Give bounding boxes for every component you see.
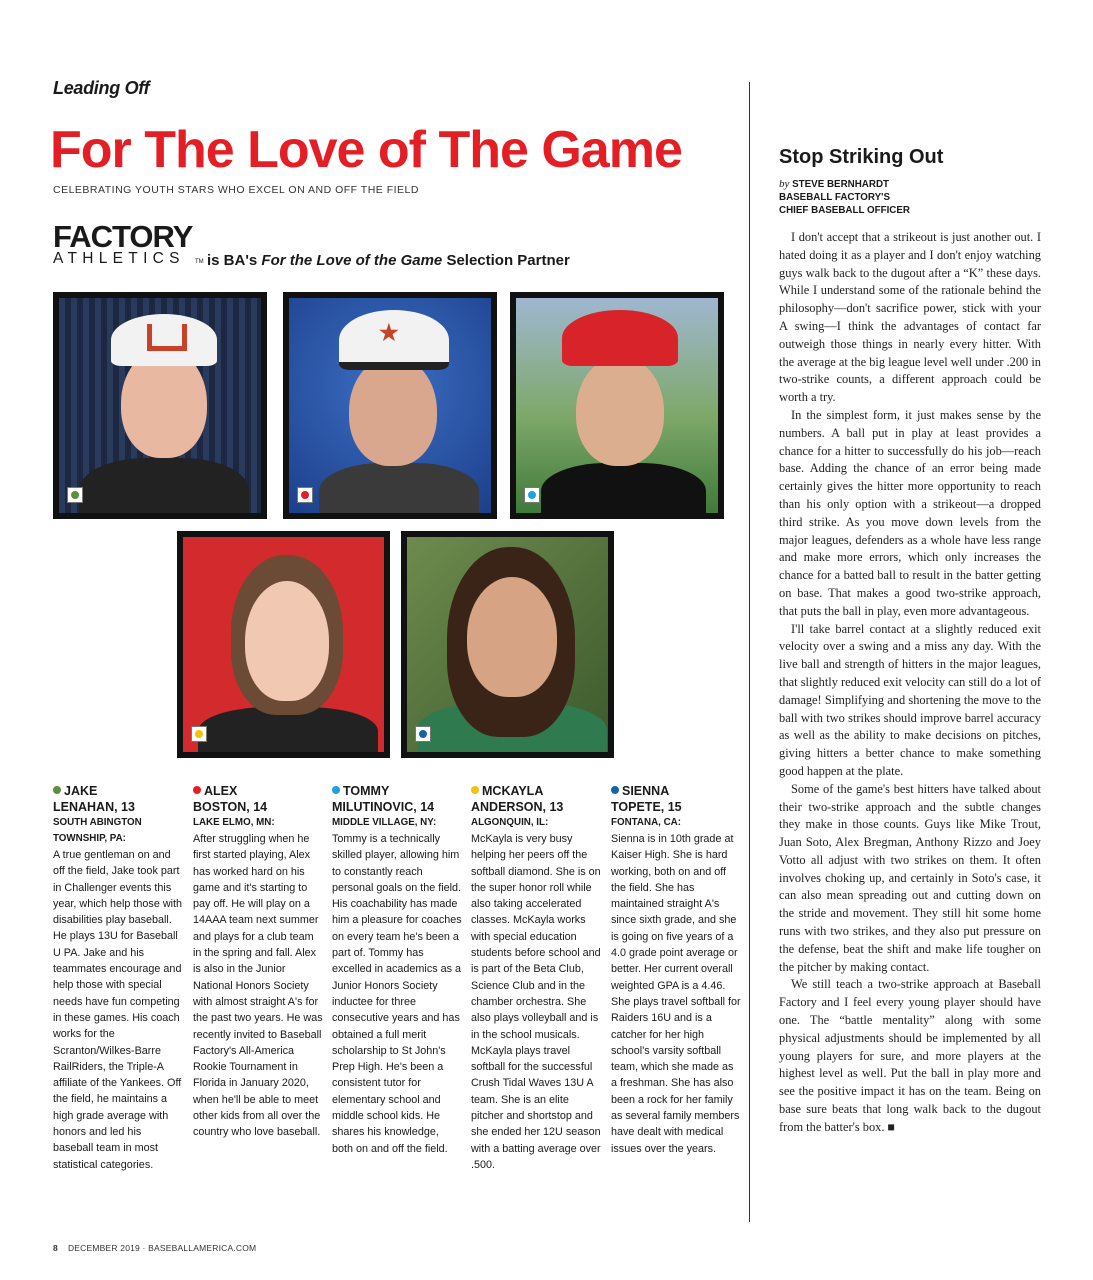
partner-em: For the Love of the Game [261, 252, 443, 269]
sidebar-paragraph: I'll take barrel contact at a slightly reduced exit velocity over a swing and a miss any day. With the live ball and strength of hitters in the major leagues, that slightly reduced exit velocity can still do a lot of damage! Simplifying and shortening the move to the ball with two strikes should improve barrel accuracy as well as the ability to make decisions on pitches, giving hitters a better chance to make something good happen at the plate. [779, 621, 1041, 778]
photo-mckayla [177, 531, 390, 758]
player-location: FONTANA, CA: [611, 817, 682, 828]
player-name [332, 784, 462, 815]
player-name [193, 784, 323, 815]
player-bio: McKayla is very busy helping her peers off the softball diamond. She is on the super honor roll while also taking accelerated classes. McKayla works with special education students before school and is part of the Beta Club, Science Club and in the chamber orchestra. She also plays volleyball and is in the school musicals. McKayla plays travel softball for the successful Crush Tidal Waves 13U A team. She is an elite pitcher and shortstop and she ended her 12U season with a batting average over .500. [471, 833, 601, 1171]
photo-sienna [401, 531, 614, 758]
page-title: For The Love of The Game [50, 121, 682, 179]
cyan-dot-icon [524, 487, 540, 503]
green-dot-icon [53, 786, 61, 794]
column-divider [749, 82, 750, 1222]
trademark-mark: TM [195, 259, 204, 265]
player-bio: A true gentleman on and off the field, Jake took part in Challenger events this year, which help those with disabilities play baseball. He plays 13U for Baseball U PA. Jake and his teammates encourage and help those with special needs have fun competing in these games. His coach works for the Scranton/Wilkes-Barre RailRiders, the Triple-A affiliate of the Yankees. Off the field, he maintains a high grade average with honors and led his baseball team in most statistical categories. [53, 849, 183, 1171]
blue-dot-icon [611, 786, 619, 794]
partner-prefix: is BA's [207, 252, 262, 269]
page-footer [53, 1243, 256, 1253]
sidebar-paragraph: Some of the game's best hitters have talked about their two-strike approach and the subtle changes they make in those counts. Guys like Mike Trout, Juan Soto, Alex Bregman, Anthony Rizzo and Joey Votto all adjust with two strikes on them. It often involves choking up, and certainly in Soto's case, it can also mean spreading out and cutting down on the stride and movement. They still hit some home runs with two strikes, and they also put pressure on the defense, beat the shift and make life tougher on the pitcher by making contact. [779, 781, 1041, 974]
sidebar-byline [779, 178, 910, 217]
photo-jake [53, 292, 267, 519]
name-first: ALEX [204, 784, 238, 798]
name-last: LENAHAN, 13 [53, 799, 135, 814]
byline-by: by [779, 178, 790, 190]
player-bio: Tommy is a technically skilled player, allowing him to constantly reach personal goals on the field. His coachability has made him a pleasure for coaches on every team he's been a part of. Tommy has excelled in academics as a Junior Honors Society inductee for three consecutive years and has obtained a full merit scholarship to St John's Prep High. He's been a consistent tutor for elementary school and middle school kids. He shares his knowledge, both on and off the field. [332, 833, 462, 1155]
name-first: MCKAYLA [482, 784, 544, 798]
name-first: TOMMY [343, 784, 390, 798]
factory-logo-subword: ATHLETICS [53, 250, 185, 267]
name-last: ANDERSON, 13 [471, 799, 564, 814]
player-location: LAKE ELMO, MN: [193, 817, 275, 828]
bio-tommy [332, 784, 462, 1157]
yellow-dot-icon [191, 726, 207, 742]
footer-text: DECEMBER 2019 · BASEBALLAMERICA.COM [67, 1243, 257, 1253]
player-bio: Sienna is in 10th grade at Kaiser High. She is hard working, both on and off the field. She has maintained straight A's since sixth grade, and she is going on five years of a 4.0 grade point average or better. Her current overall weighted GPA is a 4.46. She plays travel softball for Raiders 16U and is a catcher for her high school's varsity softball team, which she made as a freshman. She has also been a rock for her family as several family members have dealt with medical issues over the years. [611, 833, 741, 1155]
bio-jake [53, 784, 183, 1173]
bio-alex [193, 784, 323, 1141]
byline-role1: BASEBALL FACTORY'S [779, 192, 891, 203]
section-label: Leading Off [53, 78, 150, 98]
yellow-dot-icon [471, 786, 479, 794]
byline-role2: CHIEF BASEBALL OFFICER [779, 205, 910, 216]
byline-author: STEVE BERNHARDT [792, 179, 890, 190]
player-name [471, 784, 601, 815]
factory-logo-word: FACTORY [53, 219, 193, 254]
name-last: BOSTON, 14 [193, 799, 268, 814]
partner-line [207, 252, 570, 269]
name-last: MILUTINOVIC, 14 [332, 799, 435, 814]
name-first: JAKE [64, 784, 98, 798]
player-name [611, 784, 741, 815]
sidebar-paragraph: In the simplest form, it just makes sense by the numbers. A ball put in play at least provides a chance for a hitter to successfully do his job—reach base. Adding the chance of an error being made certainly gives the hitter more opportunity to reach than his only option with a strikeout—a dropped third strike. As you move down levels from the major leagues, defenders as a whole have less range and make more errors, which only increases the chance for a batted ball to result in the batter getting on base. That makes a good two-strike approach, that puts the ball in play, even more advantageous. [779, 407, 1041, 618]
player-location: SOUTH ABINGTON TOWNSHIP, PA: [53, 817, 142, 844]
photo-alex: ★ [283, 292, 497, 519]
partner-banner [53, 219, 573, 272]
sidebar-paragraph: I don't accept that a strikeout is just another out. I hated doing it as a player and I don't enjoy watching guys walk back to the dugout after a “K” these days. While I understand some of the rationale behind the philosophy—don't sacrifice power, stick with your A swing—I think the advantages of contact far outweigh those things in nearly every hitter. With the average at the big league level well under .200 in two-strike counts, a different approach could be worth a try. [779, 230, 1041, 405]
green-dot-icon [67, 487, 83, 503]
subtitle: CELEBRATING YOUTH STARS WHO EXCEL ON AND OFF THE FIELD [53, 184, 419, 196]
player-name [53, 784, 183, 815]
partner-suffix: Selection Partner [442, 252, 570, 269]
bio-mckayla [471, 784, 601, 1173]
bio-sienna [611, 784, 741, 1157]
sidebar-title: Stop Striking Out [779, 146, 944, 168]
page-number: 8 [53, 1243, 58, 1253]
cyan-dot-icon [332, 786, 340, 794]
player-location: MIDDLE VILLAGE, NY: [332, 817, 437, 828]
name-first: SIENNA [622, 784, 670, 798]
red-dot-icon [193, 786, 201, 794]
sidebar-body [779, 229, 1041, 1137]
blue-dot-icon [415, 726, 431, 742]
name-last: TOPETE, 15 [611, 799, 682, 814]
player-location: ALGONQUIN, IL: [471, 817, 549, 828]
red-dot-icon [297, 487, 313, 503]
sidebar-paragraph: We still teach a two-strike approach at Baseball Factory and I feel every young player should have one. The “battle mentality” along with some physical adjustments should be implemented by all young players for sure, and more players at the highest level as well. Put the ball in play more and see the positive impact it has on the team. Being on base sure beats that long walk back to the dugout from the batter's box. ■ [779, 977, 1041, 1134]
photo-tommy [510, 292, 724, 519]
player-bio: After struggling when he first started playing, Alex has worked hard on his game and it's starting to pay off. He will play on a 14AAA team next summer and plays for a club team in the spring and fall. Alex is also in the Junior National Honors Society with almost straight A's for the past two years. He was recently invited to Baseball Factory's All-America Rookie Tournament in Florida in January 2020, when he'll be able to meet other kids from all over the country who love baseball. [193, 833, 323, 1139]
